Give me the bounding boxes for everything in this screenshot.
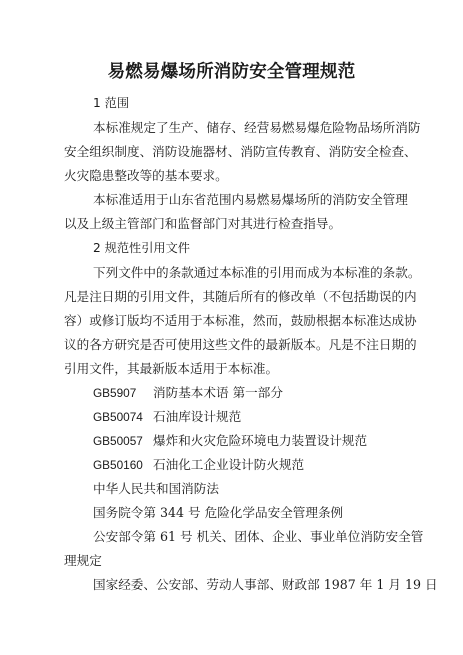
section-1-para-2-line-1: 本标准适用于山东省范围内易燃易爆场所的消防安全管理	[93, 192, 408, 207]
reference-name: 消防基本术语 第一部分	[153, 385, 283, 400]
section-1-para-1-line-3: 火灾隐患整改等的基本要求。	[64, 168, 228, 183]
reference-item	[93, 409, 241, 425]
reference-code: GB5907	[93, 386, 137, 400]
reference-item	[93, 433, 367, 449]
section-2-para-1-line-1: 下列文件中的条款通过本标准的引用而成为本标准的条款。	[93, 265, 421, 280]
reference-item	[93, 457, 304, 473]
section-2-para-1-line-2: 凡是注日期的引用文件，其随后所有的修改单（不包括勘误的内	[64, 289, 417, 304]
section-2-para-1-line-3: 容）或修订版均不适用于本标准，然而，鼓励根据本标准达成协	[64, 313, 417, 328]
reference-name: 石油化工企业设计防火规范	[153, 457, 305, 472]
document-title: 易燃易爆场所消防安全管理规范	[107, 62, 356, 82]
section-1-para-1-line-1: 本标准规定了生产、储存、经营易燃易爆危险物品场所消防	[93, 120, 421, 135]
decree-61-reference-line-1: 公安部令第 61 号 机关、团体、企业、事业单位消防安全管	[93, 529, 424, 544]
reference-code: GB50057	[93, 434, 143, 448]
decree-344-reference: 国务院令第 344 号 危险化学品安全管理条例	[93, 505, 344, 520]
section-1-para-1-line-2: 安全组织制度、消防设施器材、消防宣传教育、消防安全检查、	[64, 144, 417, 159]
section-2-para-1-line-5: 引用文件，其最新版本适用于本标准。	[64, 361, 279, 376]
reference-item	[93, 385, 283, 401]
law-reference: 中华人民共和国消防法	[93, 481, 219, 496]
decree-61-reference-line-2: 理规定	[64, 553, 102, 568]
joint-decree-reference: 国家经委、公安部、劳动人事部、财政部 1987 年 1 月 19 日	[93, 577, 438, 592]
reference-code: GB50160	[93, 458, 143, 472]
reference-code: GB50074	[93, 410, 143, 424]
reference-name: 爆炸和火灾危险环境电力装置设计规范	[153, 433, 368, 448]
reference-name: 石油库设计规范	[153, 409, 242, 424]
section-2-para-1-line-4: 议的各方研究是否可使用这些文件的最新版本。凡是不注日期的	[64, 337, 417, 352]
section-1-heading: 1 范围	[93, 96, 130, 110]
section-2-heading: 2 规范性引用文件	[93, 241, 190, 255]
section-1-para-2-line-2: 以及上级主管部门和监督部门对其进行检查指导。	[64, 216, 342, 231]
